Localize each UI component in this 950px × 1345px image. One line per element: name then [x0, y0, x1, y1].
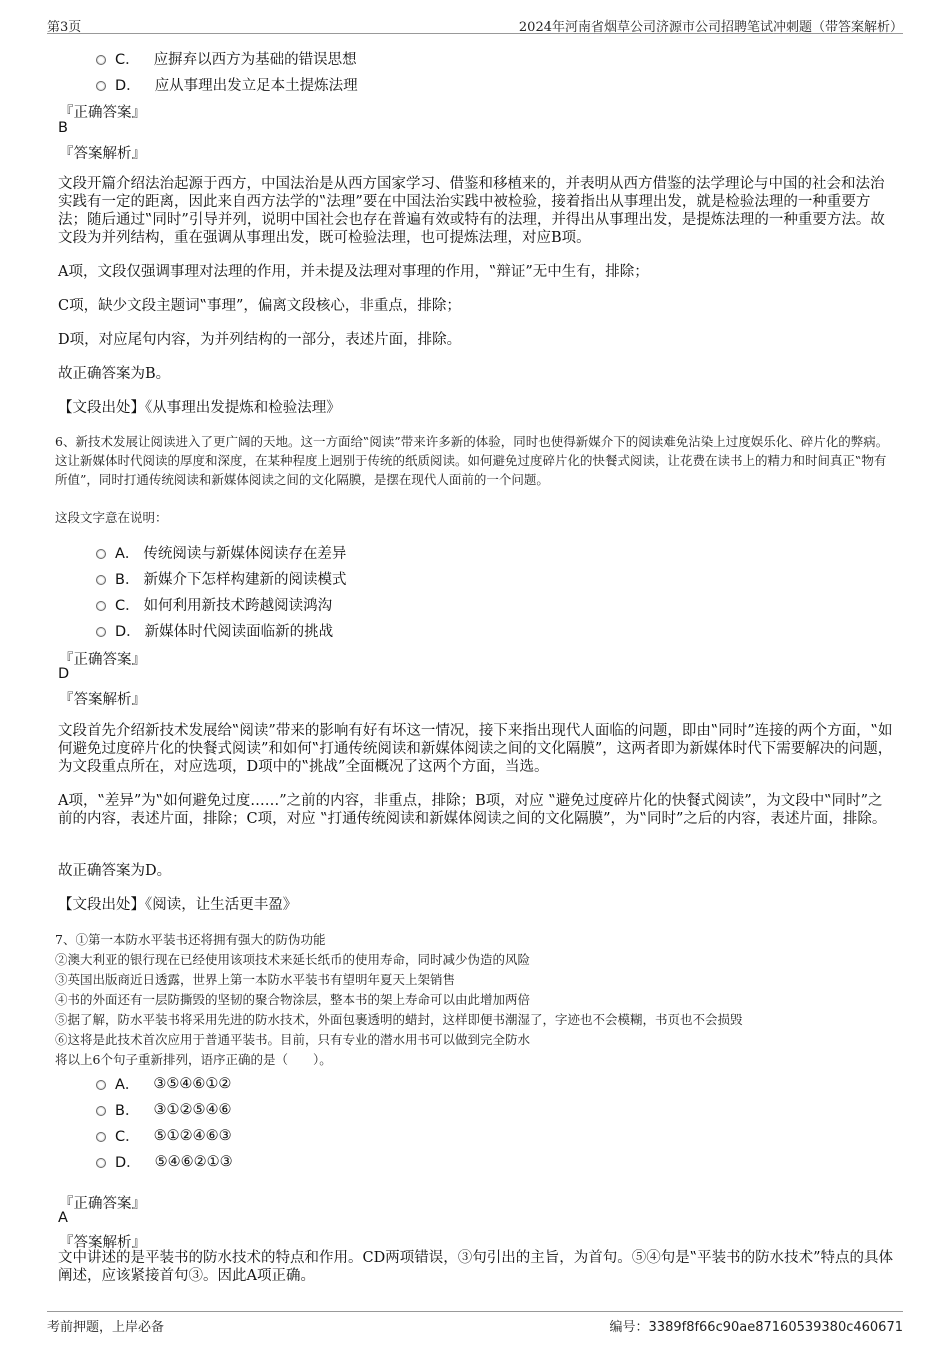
q5-option-c[interactable]: C． 应摒弃以西方为基础的错误思想: [96, 48, 357, 69]
q5-answer-label: 『正确答案』: [59, 105, 146, 121]
radio-icon[interactable]: [96, 601, 106, 611]
q6-option-d[interactable]: D． 新媒体时代阅读面临新的挑战: [96, 620, 333, 641]
q7-sentence-6: ⑥这将是此技术首次应用于普通平装书。目前，只有专业的潜水用书可以做到完全防水: [55, 1032, 531, 1047]
q6-stem: 6、新技术发展让阅读进入了更广阔的天地。这一方面给‟阅读”带来许多新的体验，同时也使得新媒介下的阅读难免沾染上过度娱乐化、碎片化的弊病。这让新媒体时代阅读的厚度和深度，在某种程度上迥别于传统的纸质阅读。如何避免过度碎片化的快餐式阅读，让花费在读书上的精力和时间真正‟物有所值”，同时打通传统阅读和新媒体阅读之间的文化隔膜，是摆在现代人面前的一个问题。: [55, 434, 889, 487]
radio-icon[interactable]: [96, 549, 106, 559]
q6-analysis-label: 『答案解析』: [59, 692, 146, 708]
q5-source: 【文段出处】《从事理出发提炼和检验法理》: [58, 400, 341, 416]
page-footer: [47, 1311, 903, 1335]
q5-analysis-d: D项，对应尾句内容，为并列结构的一部分，表述片面，排除。: [58, 332, 462, 348]
q6-answer: D: [58, 666, 70, 682]
q7-answer-label: 『正确答案』: [59, 1196, 146, 1212]
q6-source: 【文段出处】《阅读，让生活更丰盈》: [58, 897, 298, 913]
q7-option-b[interactable]: B． ③①②⑤④⑥: [96, 1099, 231, 1120]
q7-sentence-2: ②澳大利亚的银行现在已经使用该项技术来延长纸币的使用寿命，同时减少伪造的风险: [55, 952, 531, 967]
document-code: 编号：3389f8f66c90ae87160539380c460671: [609, 1320, 903, 1335]
q6-analysis-options: A项，‟差异”为‟如何避免过度……”之前的内容，非重点，排除；B项，对应 ‟避免过度碎片化的快餐式阅读”，为文段中‟同时”之前的内容，表述片面，排除；C项，对应 ‟打通传统阅读和新媒体阅读之间的文化隔膜”，为‟同时”之后的内容，表述片面，排除。: [58, 793, 887, 827]
radio-icon[interactable]: [96, 1132, 106, 1142]
q7-prompt: 将以上6个句子重新排列，语序正确的是（ ）。: [55, 1052, 332, 1067]
radio-icon[interactable]: [96, 81, 106, 91]
radio-icon[interactable]: [96, 627, 106, 637]
footer-slogan: 考前押题，上岸必备: [47, 1320, 165, 1335]
page-number: 第3页: [47, 20, 82, 35]
q7-sentence-4: ④书的外面还有一层防撕毁的坚韧的聚合物涂层，整本书的架上寿命可以由此增加两倍: [55, 992, 531, 1007]
q6-option-a[interactable]: A． 传统阅读与新媒体阅读存在差异: [96, 542, 346, 563]
q5-analysis-a: A项，文段仅强调事理对法理的作用，并未提及法理对事理的作用，‟辩证”无中生有，排除；: [58, 264, 649, 280]
q5-conclusion: 故正确答案为B。: [58, 366, 171, 382]
radio-icon[interactable]: [96, 1106, 106, 1116]
radio-icon[interactable]: [96, 1080, 106, 1090]
q7-sentence-3: ③英国出版商近日透露，世界上第一本防水平装书有望明年夏天上架销售: [55, 972, 456, 987]
radio-icon[interactable]: [96, 55, 106, 65]
q6-option-b[interactable]: B． 新媒介下怎样构建新的阅读模式: [96, 568, 346, 589]
q7-answer: A: [58, 1210, 68, 1226]
q7-option-a[interactable]: A． ③⑤④⑥①②: [96, 1073, 231, 1094]
q7-analysis: 文中讲述的是平装书的防水技术的特点和作用。CD两项错误，③句引出的主旨，为首句。⑤④句是‟平装书的防水技术”特点的具体阐述，应该紧接首句③。因此A项正确。: [58, 1250, 894, 1284]
q7-sentence-1: 7、①第一本防水平装书还将拥有强大的防伪功能: [55, 932, 326, 947]
q5-analysis-main: 文段开篇介绍法治起源于西方，中国法治是从西方国家学习、借鉴和移植来的，并表明从西方借鉴的法学理论与中国的社会和法治实践有一定的距离，因此来自西方法学的‟法理”要在中国法治实践中被检验，接着指出从事理出发，就是检验法理的一种重要方法；随后通过‟同时”引导并列，说明中国社会也存在普遍有效或特有的法理，并得出从事理出发，是提炼法理的一种重要方法。故文段为并列结构，重在强调从事理出发，既可检验法理，也可提炼法理，对应B项。: [58, 176, 885, 246]
q5-analysis-c: C项，缺少文段主题词‟事理”，偏离文段核心，非重点，排除；: [58, 298, 461, 314]
radio-icon[interactable]: [96, 1158, 106, 1168]
q7-option-d[interactable]: D． ⑤④⑥②①③: [96, 1151, 233, 1172]
q6-conclusion: 故正确答案为D。: [58, 863, 172, 879]
q5-analysis-label: 『答案解析』: [59, 146, 146, 162]
q6-prompt: 这段文字意在说明：: [55, 510, 168, 525]
q7-sentence-5: ⑤据了解，防水平装书将采用先进的防水技术，外面包裹透明的蜡封，这样即便书潮湿了，字迹也不会模糊，书页也不会损毁: [55, 1012, 743, 1027]
document-title: 2024年河南省烟草公司济源市公司招聘笔试冲刺题（带答案解析）: [518, 20, 903, 35]
q6-answer-label: 『正确答案』: [59, 652, 146, 668]
q5-answer: B: [58, 120, 68, 136]
page-header: [47, 14, 903, 34]
q7-option-c[interactable]: C． ⑤①②④⑥③: [96, 1125, 232, 1146]
q6-analysis-main: 文段首先介绍新技术发展给‟阅读”带来的影响有好有坏这一情况，接下来指出现代人面临的问题，即由‟同时”连接的两个方面，‟如何避免过度碎片化的快餐式阅读”和如何‟打通传统阅读和新媒体阅读之间的文化隔膜”，这两者即为新媒体时代下需要解决的问题，为文段重点所在，对应选项，D项中的‟挑战”全面概况了这两个方面，当选。: [58, 723, 893, 775]
radio-icon[interactable]: [96, 575, 106, 585]
q7-analysis-label: 『答案解析』: [59, 1235, 146, 1251]
q5-option-d[interactable]: D． 应从事理出发立足本土提炼法理: [96, 74, 358, 95]
q6-option-c[interactable]: C． 如何利用新技术跨越阅读鸿沟: [96, 594, 332, 615]
